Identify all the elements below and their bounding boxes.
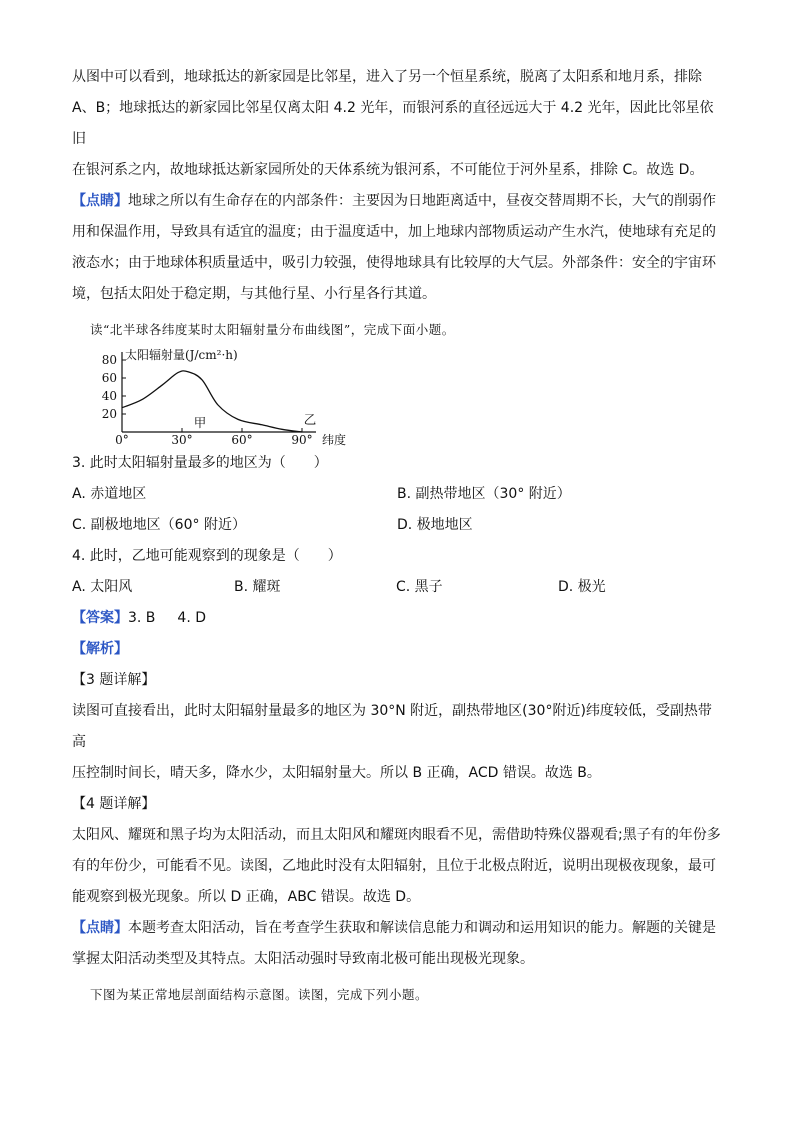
annotation-label: 甲 <box>193 415 207 430</box>
detail-3-heading: 【3 题详解】 <box>72 672 156 688</box>
jiexi-line <box>72 634 722 665</box>
radiation-chart-svg <box>94 346 374 446</box>
x-axis-label: 纬度 <box>322 433 347 446</box>
detail-4-line: 有的年份少，可能看不见。读图，乙地此时没有太阳辐射，且位于北极点附近，说明出现极夜现象，最可 <box>72 858 716 874</box>
x-tick-label: 90° <box>291 433 313 446</box>
y-axis-label: 太阳辐射量(J/cm²·h) <box>125 348 238 362</box>
radiation-curve <box>122 371 302 432</box>
dianjing-line: 掌握太阳活动类型及其特点。太阳活动强时导致南北极可能出现极光现象。 <box>72 951 534 967</box>
dianjing-line <box>72 913 722 944</box>
option-d: D. 极光 <box>558 579 606 595</box>
document-page <box>72 62 722 1011</box>
question-4-stem: 4. 此时，乙地可能观察到的现象是（ ） <box>72 548 342 564</box>
x-tick-label: 60° <box>231 433 253 446</box>
question-3-options-row2 <box>72 510 722 541</box>
dianjing-text: 本题考查太阳活动，旨在考查学生获取和解读信息能力和调动和运用知识的能力。解题的关键是 <box>128 920 716 936</box>
dianjing-text: 地球之所以有生命存在的内部条件：主要因为日地距离适中，昼夜交替周期不长，大气的削弱作 <box>128 193 716 209</box>
dianjing-tag: 【点睛】 <box>72 920 128 936</box>
figure-intro: 下图为某正常地层剖面结构示意图。读图，完成下列小题。 <box>90 987 429 1002</box>
answer-3: 3. B <box>128 610 156 626</box>
dianjing-tag: 【点睛】 <box>72 193 128 209</box>
detail-3-line: 压控制时间长，晴天多，降水少，太阳辐射量大。所以 B 正确，ACD 错误。故选 B。 <box>72 765 601 781</box>
x-tick-label: 30° <box>171 433 193 446</box>
jiexi-tag: 【解析】 <box>72 641 128 657</box>
radiation-chart <box>94 346 374 446</box>
detail-4-line: 太阳风、耀斑和黑子均为太阳活动，而且太阳风和耀斑肉眼看不见，需借助特殊仪器观看;黑子有的年份多 <box>72 827 721 843</box>
dianjing-line: 液态水；由于地球体积质量适中，吸引力较强，使得地球具有比较厚的大气层。外部条件：安全的宇宙环 <box>72 255 716 271</box>
answer-tag: 【答案】 <box>72 610 128 626</box>
option-a: A. 太阳风 <box>72 579 133 595</box>
option-c: C. 副极地地区（60° 附近） <box>72 517 246 533</box>
option-c: C. 黑子 <box>396 579 443 595</box>
dianjing-line <box>72 186 722 217</box>
question-3-stem: 3. 此时太阳辐射量最多的地区为（ ） <box>72 455 328 471</box>
y-tick-label: 20 <box>101 407 117 421</box>
detail-3-line: 读图可直接看出，此时太阳辐射量最多的地区为 30°N 附近，副热带地区(30°附近)纬度较低，受副热带高 <box>72 703 712 750</box>
annotation-label: 乙 <box>303 412 317 427</box>
figure-intro: 读“北半球各纬度某时太阳辐射量分布曲线图”，完成下面小题。 <box>90 322 455 337</box>
option-d: D. 极地地区 <box>397 517 473 533</box>
dianjing-line: 境，包括太阳处于稳定期，与其他行星、小行星各行其道。 <box>72 286 436 302</box>
paragraph-line: 在银河系之内，故地球抵达新家园所处的天体系统为银河系，不可能位于河外星系，排除 C。故选 D。 <box>72 162 704 178</box>
y-tick-label: 40 <box>101 389 117 403</box>
paragraph-line: A、B；地球抵达的新家园比邻星仅离太阳 4.2 光年，而银河系的直径远远大于 4.2 光年，因此比邻星依旧 <box>72 100 714 147</box>
question-4-options <box>72 572 722 603</box>
option-b: B. 副热带地区（30° 附近） <box>397 486 571 502</box>
answer-line <box>72 603 722 634</box>
y-tick-label: 60 <box>101 371 117 385</box>
x-tick-label: 0° <box>115 433 129 446</box>
y-tick-label: 80 <box>101 353 117 367</box>
question-3-options-row1 <box>72 479 722 510</box>
detail-4-heading: 【4 题详解】 <box>72 796 156 812</box>
option-b: B. 耀斑 <box>234 579 281 595</box>
dianjing-line: 用和保温作用，导致具有适宜的温度；由于温度适中，加上地球内部物质运动产生水汽，使地球有充足的 <box>72 224 716 240</box>
paragraph-line: 从图中可以看到，地球抵达的新家园是比邻星，进入了另一个恒星系统，脱离了太阳系和地月系，排除 <box>72 69 702 85</box>
detail-4-line: 能观察到极光现象。所以 D 正确，ABC 错误。故选 D。 <box>72 889 421 905</box>
answer-4: 4. D <box>177 610 207 626</box>
option-a: A. 赤道地区 <box>72 486 147 502</box>
